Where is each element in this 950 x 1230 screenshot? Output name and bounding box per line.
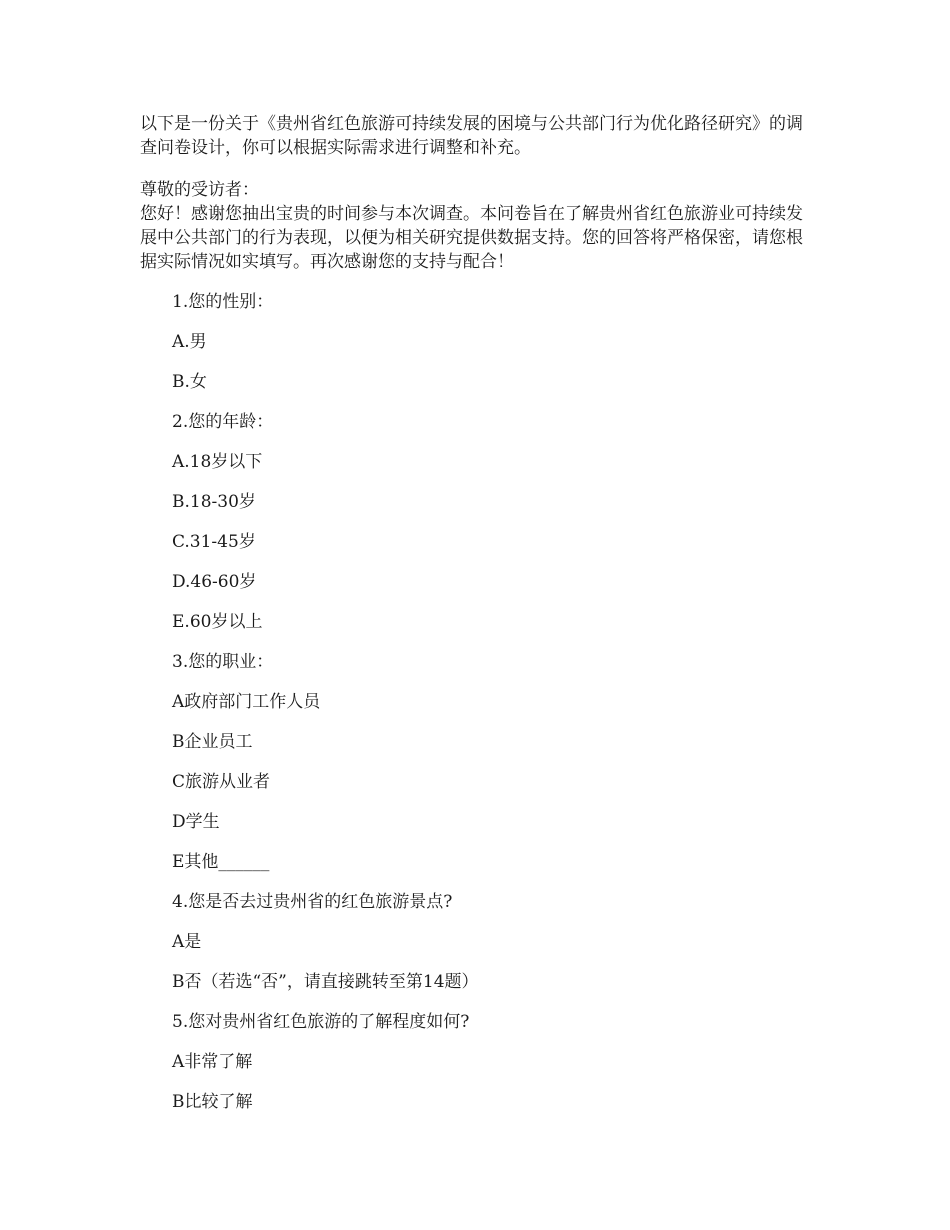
option-item: B比较了解 — [172, 1092, 253, 1112]
option-item: E其他______ — [172, 852, 270, 872]
option-item: A非常了解 — [172, 1052, 253, 1072]
option-item: B否（若选“否”，请直接跳转至第14题） — [172, 972, 479, 992]
option-item: B.女 — [172, 372, 207, 392]
option-item: D学生 — [172, 812, 220, 832]
question-gender: 1.您的性别： — [172, 292, 274, 312]
option-item: A.男 — [172, 332, 207, 352]
question-occupation: 3.您的职业： — [172, 652, 274, 672]
option-item: C旅游从业者 — [172, 772, 271, 792]
greeting-paragraph: 您好！感谢您抽出宝贵的时间参与本次调查。本问卷旨在了解贵州省红色旅游业可持续发展中公共部门的行为表现，以便为相关研究提供数据支持。您的回答将严格保密，请您根据实际情况如实填写。再次感谢您的支持与配合！ — [140, 204, 803, 272]
option-item: B企业员工 — [172, 732, 253, 752]
option-item: C.31-45岁 — [172, 532, 256, 552]
question-familiarity: 5.您对贵州省红色旅游的了解程度如何? — [172, 1012, 470, 1032]
option-item: A是 — [172, 932, 202, 952]
option-item: D.46-60岁 — [172, 572, 257, 592]
option-item: B.18-30岁 — [172, 492, 256, 512]
question-visited: 4.您是否去过贵州省的红色旅游景点? — [172, 892, 453, 912]
option-item: A.18岁以下 — [172, 452, 263, 472]
salutation: 尊敬的受访者： — [140, 180, 259, 200]
option-item: E.60岁以上 — [172, 612, 263, 632]
option-item: A政府部门工作人员 — [172, 692, 321, 712]
intro-paragraph: 以下是一份关于《贵州省红色旅游可持续发展的困境与公共部门行为优化路径研究》的调查问卷设计，你可以根据实际需求进行调整和补充。 — [140, 114, 803, 158]
question-age: 2.您的年龄： — [172, 412, 274, 432]
